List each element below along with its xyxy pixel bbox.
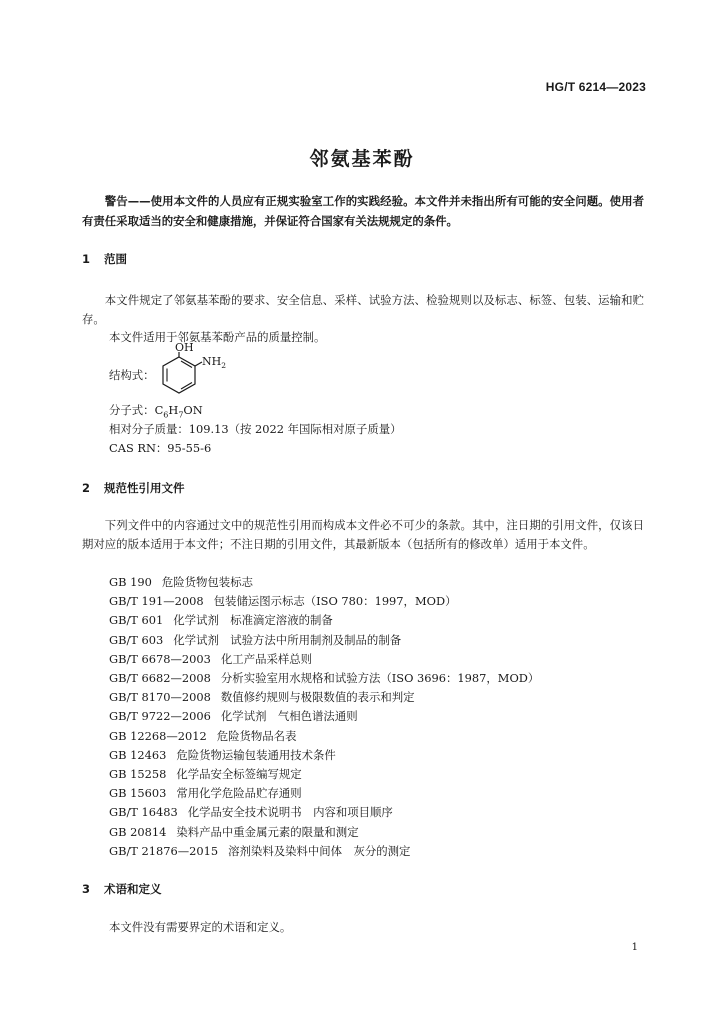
structural-formula — [109, 343, 249, 403]
hydroxyl-group-label: OH — [175, 343, 194, 354]
formula-carbon: C — [154, 403, 164, 417]
reference-item — [109, 746, 539, 765]
cas-number: CAS RN：95-55-6 — [109, 441, 212, 455]
section-2-title: 规范性引用文件 — [104, 481, 185, 495]
amino-group-label — [202, 355, 226, 370]
reference-item — [109, 688, 539, 707]
section-3-number: 3 — [82, 882, 91, 896]
terms-paragraph: 本文件没有需要界定的术语和定义。 — [109, 920, 292, 934]
scope-paragraph: 本文件规定了邻氨基苯酚的要求、安全信息、采样、试验方法、检验规则以及标志、标签、包装、运输和贮存。 — [82, 293, 644, 326]
section-1-heading — [82, 251, 127, 267]
reference-title: 溶剂染料及染料中间体 灰分的测定 — [228, 843, 411, 858]
reference-title: 化学试剂 气相色谱法通则 — [220, 709, 358, 724]
reference-item — [109, 573, 539, 592]
reference-title: 染料产品中重金属元素的限量和测定 — [176, 824, 359, 839]
formula-carbon-count: 6 — [163, 410, 169, 420]
normative-references-paragraph: 下列文件中的内容通过文中的规范性引用而构成本文件必不可少的条款。其中，注日期的引用文件，仅该日期对应的版本适用于本文件；不注日期的引用文件，其最新版本（包括所有的修改单）适用于本文件。 — [82, 518, 644, 551]
reference-item — [109, 727, 539, 746]
reference-code: GB/T 603 — [109, 632, 164, 647]
formula-rest: ON — [183, 403, 203, 417]
reference-item — [109, 611, 539, 630]
section-2-number: 2 — [82, 481, 91, 495]
reference-title: 危险货物品名表 — [216, 728, 297, 743]
reference-item — [109, 784, 539, 803]
reference-title: 数值修约规则与极限数值的表示和判定 — [220, 690, 415, 705]
reference-item — [109, 669, 539, 688]
reference-code: GB/T 21876—2015 — [109, 843, 219, 858]
reference-item — [109, 592, 539, 611]
reference-code: GB/T 601 — [109, 613, 164, 628]
reference-item — [109, 765, 539, 784]
reference-code: GB/T 6678—2003 — [109, 651, 211, 666]
reference-item — [109, 803, 539, 822]
reference-code: GB 12463 — [109, 747, 167, 762]
reference-title: 包装储运图示标志（ISO 780：1997，MOD） — [213, 594, 457, 609]
reference-code: GB/T 8170—2008 — [109, 690, 211, 705]
reference-item — [109, 823, 539, 842]
reference-title: 化工产品采样总则 — [220, 651, 313, 666]
formula-hydrogen: H — [168, 403, 179, 417]
section-1-title: 范围 — [104, 252, 127, 266]
reference-code: GB/T 9722—2006 — [109, 709, 211, 724]
benzene-ring-diagram — [159, 343, 249, 405]
section-3-title: 术语和定义 — [104, 882, 162, 896]
reference-code: GB/T 191—2008 — [109, 594, 204, 609]
reference-code: GB 12268—2012 — [109, 728, 207, 743]
reference-code: GB 20814 — [109, 824, 167, 839]
reference-item — [109, 707, 539, 726]
molecular-formula-label: 分子式： — [109, 403, 155, 417]
reference-title: 危险货物运输包装通用技术条件 — [176, 747, 336, 762]
formula-hydrogen-count: 7 — [178, 410, 184, 420]
reference-code: GB 15603 — [109, 786, 167, 801]
reference-code: GB/T 16483 — [109, 805, 178, 820]
applicability-paragraph: 本文件适用于邻氨基苯酚产品的质量控制。 — [109, 330, 326, 344]
reference-item — [109, 842, 539, 861]
standard-code: HG/T 6214—2023 — [545, 80, 646, 94]
reference-item — [109, 650, 539, 669]
reference-title: 分析实验室用水规格和试验方法（ISO 3696：1987，MOD） — [220, 671, 540, 686]
reference-code: GB/T 6682—2008 — [109, 671, 211, 686]
reference-title: 常用化学危险品贮存通则 — [176, 786, 302, 801]
reference-title: 危险货物包装标志 — [161, 575, 253, 589]
reference-title: 化学试剂 试验方法中所用制剂及制品的制备 — [173, 632, 402, 647]
reference-code: GB 190 — [109, 575, 152, 589]
structural-formula-label: 结构式： — [109, 368, 155, 382]
amino-group-subscript: 2 — [221, 361, 226, 370]
reference-item — [109, 631, 539, 650]
relative-molecular-mass: 相对分子质量：109.13（按 2022 年国际相对原子质量） — [109, 422, 402, 436]
section-2-heading — [82, 480, 185, 496]
reference-code: GB 15258 — [109, 767, 167, 782]
reference-title: 化学品安全技术说明书 内容和项目顺序 — [187, 805, 393, 820]
section-1-number: 1 — [82, 252, 91, 266]
reference-title: 化学品安全标签编写规定 — [176, 767, 302, 782]
section-3-heading — [82, 881, 162, 897]
warning-paragraph: 警告——使用本文件的人员应有正规实验室工作的实践经验。本文件并未指出所有可能的安全问题。使用者有责任采取适当的安全和健康措施，并保证符合国家有关法规规定的条件。 — [82, 194, 644, 228]
document-title: 邻氨基苯酚 — [309, 148, 415, 170]
page-number: 1 — [631, 942, 638, 953]
reference-title: 化学试剂 标准滴定溶液的制备 — [173, 613, 333, 628]
reference-list — [109, 573, 539, 861]
amino-group-nh: NH — [202, 355, 222, 368]
